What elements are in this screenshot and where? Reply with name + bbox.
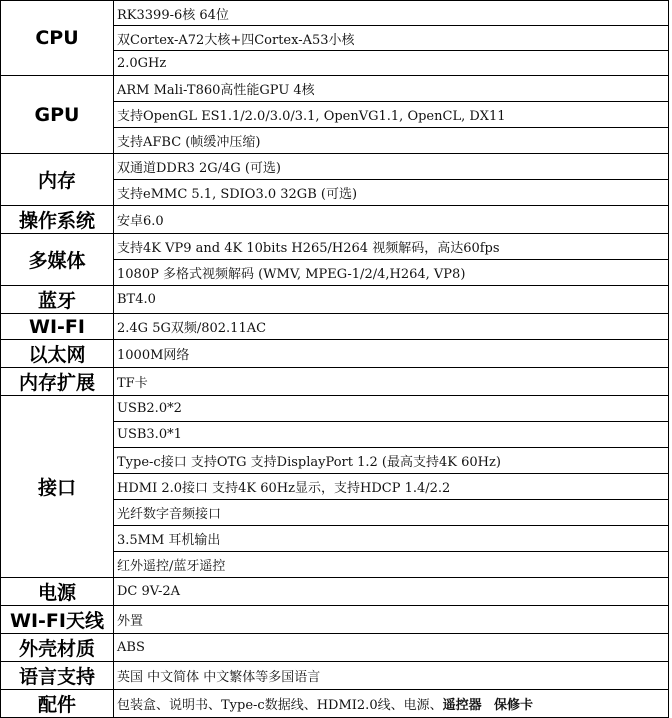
label-os: 操作系统 xyxy=(1,206,114,234)
spec-row-ethernet xyxy=(1,340,669,368)
value-interfaces-2: USB3.0*1 xyxy=(114,422,669,448)
value-os: 安卓6.0 xyxy=(114,206,669,234)
accessories-remote: 遥控器 xyxy=(442,698,482,713)
value-ethernet: 1000M网络 xyxy=(114,340,669,368)
label-shell: 外壳材质 xyxy=(1,634,114,662)
value-interfaces-1: USB2.0*2 xyxy=(114,396,669,422)
label-gpu: GPU xyxy=(1,76,114,154)
label-memory: 内存 xyxy=(1,154,114,206)
spec-row-cpu xyxy=(1,1,669,26)
value-shell: ABS xyxy=(114,634,669,662)
value-interfaces-3: Type-c接口 支持OTG 支持DisplayPort 1.2 (最高支持4K 60Hz) xyxy=(114,448,669,474)
value-multimedia-2: 1080P 多格式视频解码 (WMV, MPEG-1/2/4,H264, VP8) xyxy=(114,260,669,286)
label-ethernet: 以太网 xyxy=(1,340,114,368)
value-gpu-1: ARM Mali-T860高性能GPU 4核 xyxy=(114,76,669,102)
value-memory-1: 双通道DDR3 2G/4G (可选) xyxy=(114,154,669,180)
value-storage-ext: TF卡 xyxy=(114,368,669,396)
value-cpu-1: RK3399-6核 64位 xyxy=(114,1,669,26)
spec-row-wifi xyxy=(1,314,669,340)
label-cpu: CPU xyxy=(1,1,114,76)
spec-row-interfaces xyxy=(1,396,669,422)
value-interfaces-7: 红外遥控/蓝牙遥控 xyxy=(114,552,669,578)
label-bluetooth: 蓝牙 xyxy=(1,286,114,314)
label-multimedia: 多媒体 xyxy=(1,234,114,286)
label-accessories: 配件 xyxy=(1,690,114,718)
label-interfaces: 接口 xyxy=(1,396,114,578)
spec-row-bluetooth xyxy=(1,286,669,314)
value-accessories xyxy=(114,690,669,718)
label-wifi-antenna: WI-FI天线 xyxy=(1,606,114,634)
spec-row-gpu xyxy=(1,76,669,102)
spec-row-multimedia xyxy=(1,234,669,260)
value-language: 英国 中文简体 中文繁体等多国语言 xyxy=(114,662,669,690)
label-power: 电源 xyxy=(1,578,114,606)
spec-row-os xyxy=(1,206,669,234)
spec-row-storage-ext xyxy=(1,368,669,396)
value-cpu-3: 2.0GHz xyxy=(114,51,669,76)
accessories-warranty-card: 保修卡 xyxy=(494,698,534,713)
value-power: DC 9V-2A xyxy=(114,578,669,606)
value-bluetooth: BT4.0 xyxy=(114,286,669,314)
value-interfaces-4: HDMI 2.0接口 支持4K 60Hz显示，支持HDCP 1.4/2.2 xyxy=(114,474,669,500)
accessories-gap xyxy=(482,698,494,713)
label-wifi: WI-FI xyxy=(1,314,114,340)
label-language: 语言支持 xyxy=(1,662,114,690)
value-multimedia-1: 支持4K VP9 and 4K 10bits H265/H264 视频解码，高达60fps xyxy=(114,234,669,260)
value-wifi: 2.4G 5G双频/802.11AC xyxy=(114,314,669,340)
spec-row-power xyxy=(1,578,669,606)
value-gpu-2: 支持OpenGL ES1.1/2.0/3.0/3.1, OpenVG1.1, OpenCL, DX11 xyxy=(114,102,669,128)
label-storage-ext: 内存扩展 xyxy=(1,368,114,396)
value-interfaces-5: 光纤数字音频接口 xyxy=(114,500,669,526)
value-cpu-2: 双Cortex-A72大核+四Cortex-A53小核 xyxy=(114,26,669,51)
value-interfaces-6: 3.5MM 耳机输出 xyxy=(114,526,669,552)
value-wifi-antenna: 外置 xyxy=(114,606,669,634)
accessories-plain: 包装盒、说明书、Type-c数据线、HDMI2.0线、电源、 xyxy=(117,698,443,713)
spec-row-accessories xyxy=(1,690,669,718)
value-gpu-3: 支持AFBC (帧缓冲压缩) xyxy=(114,128,669,154)
spec-row-memory xyxy=(1,154,669,180)
value-memory-2: 支持eMMC 5.1, SDIO3.0 32GB (可选) xyxy=(114,180,669,206)
spec-row-language xyxy=(1,662,669,690)
spec-row-wifi-antenna xyxy=(1,606,669,634)
spec-row-shell xyxy=(1,634,669,662)
